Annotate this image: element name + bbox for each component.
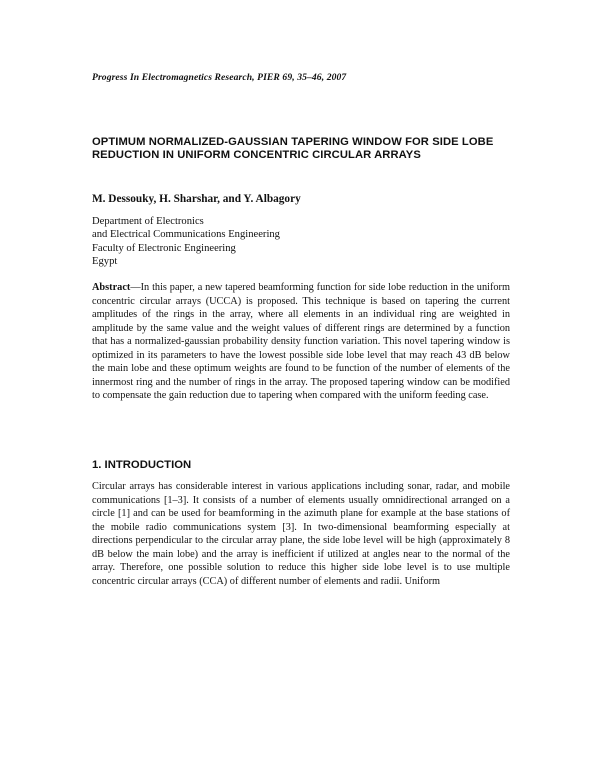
abstract bbox=[92, 281, 510, 403]
affiliation-line: Faculty of Electronic Engineering bbox=[92, 242, 236, 254]
affiliation-line: and Electrical Communications Engineering bbox=[92, 229, 280, 241]
paper-title: OPTIMUM NORMALIZED-GAUSSIAN TAPERING WINDOW FOR SIDE LOBE REDUCTION IN UNIFORM CONCENTRIC CIRCULAR ARRAYS bbox=[92, 136, 494, 161]
journal-header: Progress In Electromagnetics Research, PIER 69, 35–46, 2007 bbox=[92, 72, 347, 83]
affiliation-line: Department of Electronics bbox=[92, 216, 204, 227]
affiliation bbox=[92, 215, 280, 269]
author-list: M. Dessouky, H. Sharshar, and Y. Albagory bbox=[92, 193, 301, 205]
abstract-label: Abstract bbox=[92, 282, 131, 293]
affiliation-line: Egypt bbox=[92, 256, 118, 268]
abstract-text: —In this paper, a new tapered beamforming function for side lobe reduction in the uniform concentric circular arrays (UCCA) is proposed. This technique is based on tapering the current amplitudes of the rings in the array, where all elements in an individual ring are weighted in amplitude by the same value and the weight values of different rings are determined by a function that has a normalized-gaussian probability density function variation. This novel tapering window is optimized in its parameters to have the lowest possible side lobe level that may reach 43 dB below the main lobe and these optimum weights are found to be function of the number of elements of the innermost ring and the number of rings in the array. The proposed tapering window can be modified to compensate the gain reduction due to tapering when compared with the uniform feeding case. bbox=[92, 282, 510, 401]
introduction-text: Circular arrays has considerable interest in various applications including sonar, radar, and mobile communications [1–3]. It consists of a number of elements usually omnidirectional arranged on a circle [1] and can be used for beamforming in the azimuth plane for example at the base stations of the mobile radio communications system [3]. In two-dimensional beamforming especially at directions perpendicular to the circular array plane, the side lobe level will be high (approximately 8 dB below the main lobe) and the array is inefficient if utilized at angles near to the normal of the array. Therefore, one possible solution to reduce this higher side lobe level is to use multiple concentric circular arrays (CCA) of different number of elements and radii. Uniform bbox=[92, 481, 510, 587]
section-heading: 1. INTRODUCTION bbox=[92, 459, 192, 471]
